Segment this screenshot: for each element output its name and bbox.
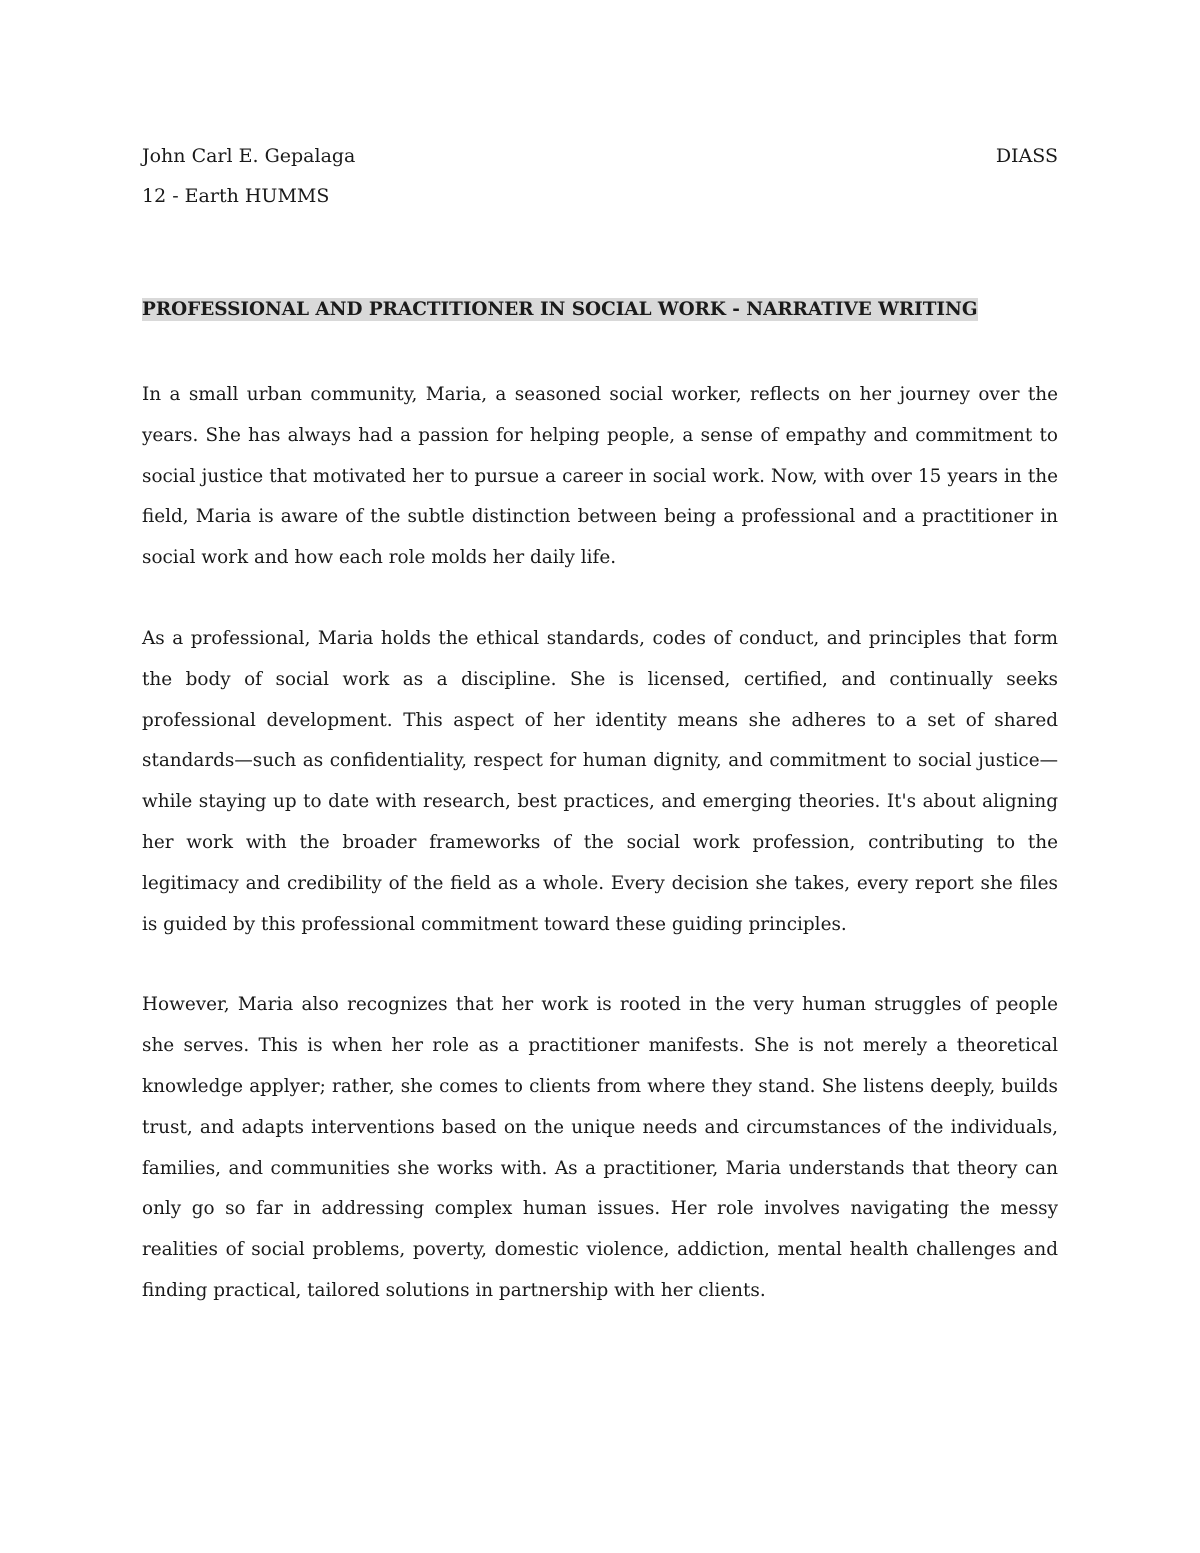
author-name: John Carl E. Gepalaga: [142, 145, 356, 167]
paragraph-3: However, Maria also recognizes that her work is rooted in the very human struggles of people she serves. This is when her role as a practitioner manifests. She is not merely a theoretical knowledge applyer; rather, she comes to clients from where they stand. She listens deeply, builds trust, and adapts interventions based on the unique needs and circumstances of the individuals, families, and communities she works with. As a practitioner, Maria understands that theory can only go so far in addressing complex human issues. Her role involves navigating the messy realities of social problems, poverty, domestic violence, addiction, mental health challenges and finding practical, tailored solutions in partnership with her clients.: [142, 994, 1058, 1301]
document-title: [142, 296, 1058, 324]
section-label: 12 - Earth HUMMS: [142, 185, 330, 207]
paragraph-2: As a professional, Maria holds the ethical standards, codes of conduct, and principles that form the body of social work as a discipline. She is licensed, certified, and continually seeks professional development. This aspect of her identity means she adheres to a set of shared standards—such as confidentiality, respect for human dignity, and commitment to social justice—while staying up to date with research, best practices, and emerging theories. It's about aligning her work with the broader frameworks of the social work profession, contributing to the legitimacy and credibility of the field as a whole. Every decision she takes, every report she files is guided by this professional commitment toward these guiding principles.: [142, 627, 1058, 935]
document-title-text: PROFESSIONAL AND PRACTITIONER IN SOCIAL WORK - NARRATIVE WRITING: [142, 299, 978, 320]
paragraph-1: In a small urban community, Maria, a seasoned social worker, reflects on her journey over the years. She has always had a passion for helping people, a sense of empathy and commitment to social justice that motivated her to pursue a career in social work. Now, with over 15 years in the field, Maria is aware of the subtle distinction between being a professional and a practitioner in social work and how each role molds her daily life.: [142, 384, 1058, 569]
subject-label: DIASS: [995, 145, 1058, 167]
document-body: [142, 142, 1058, 1312]
header-row: [142, 142, 1058, 170]
